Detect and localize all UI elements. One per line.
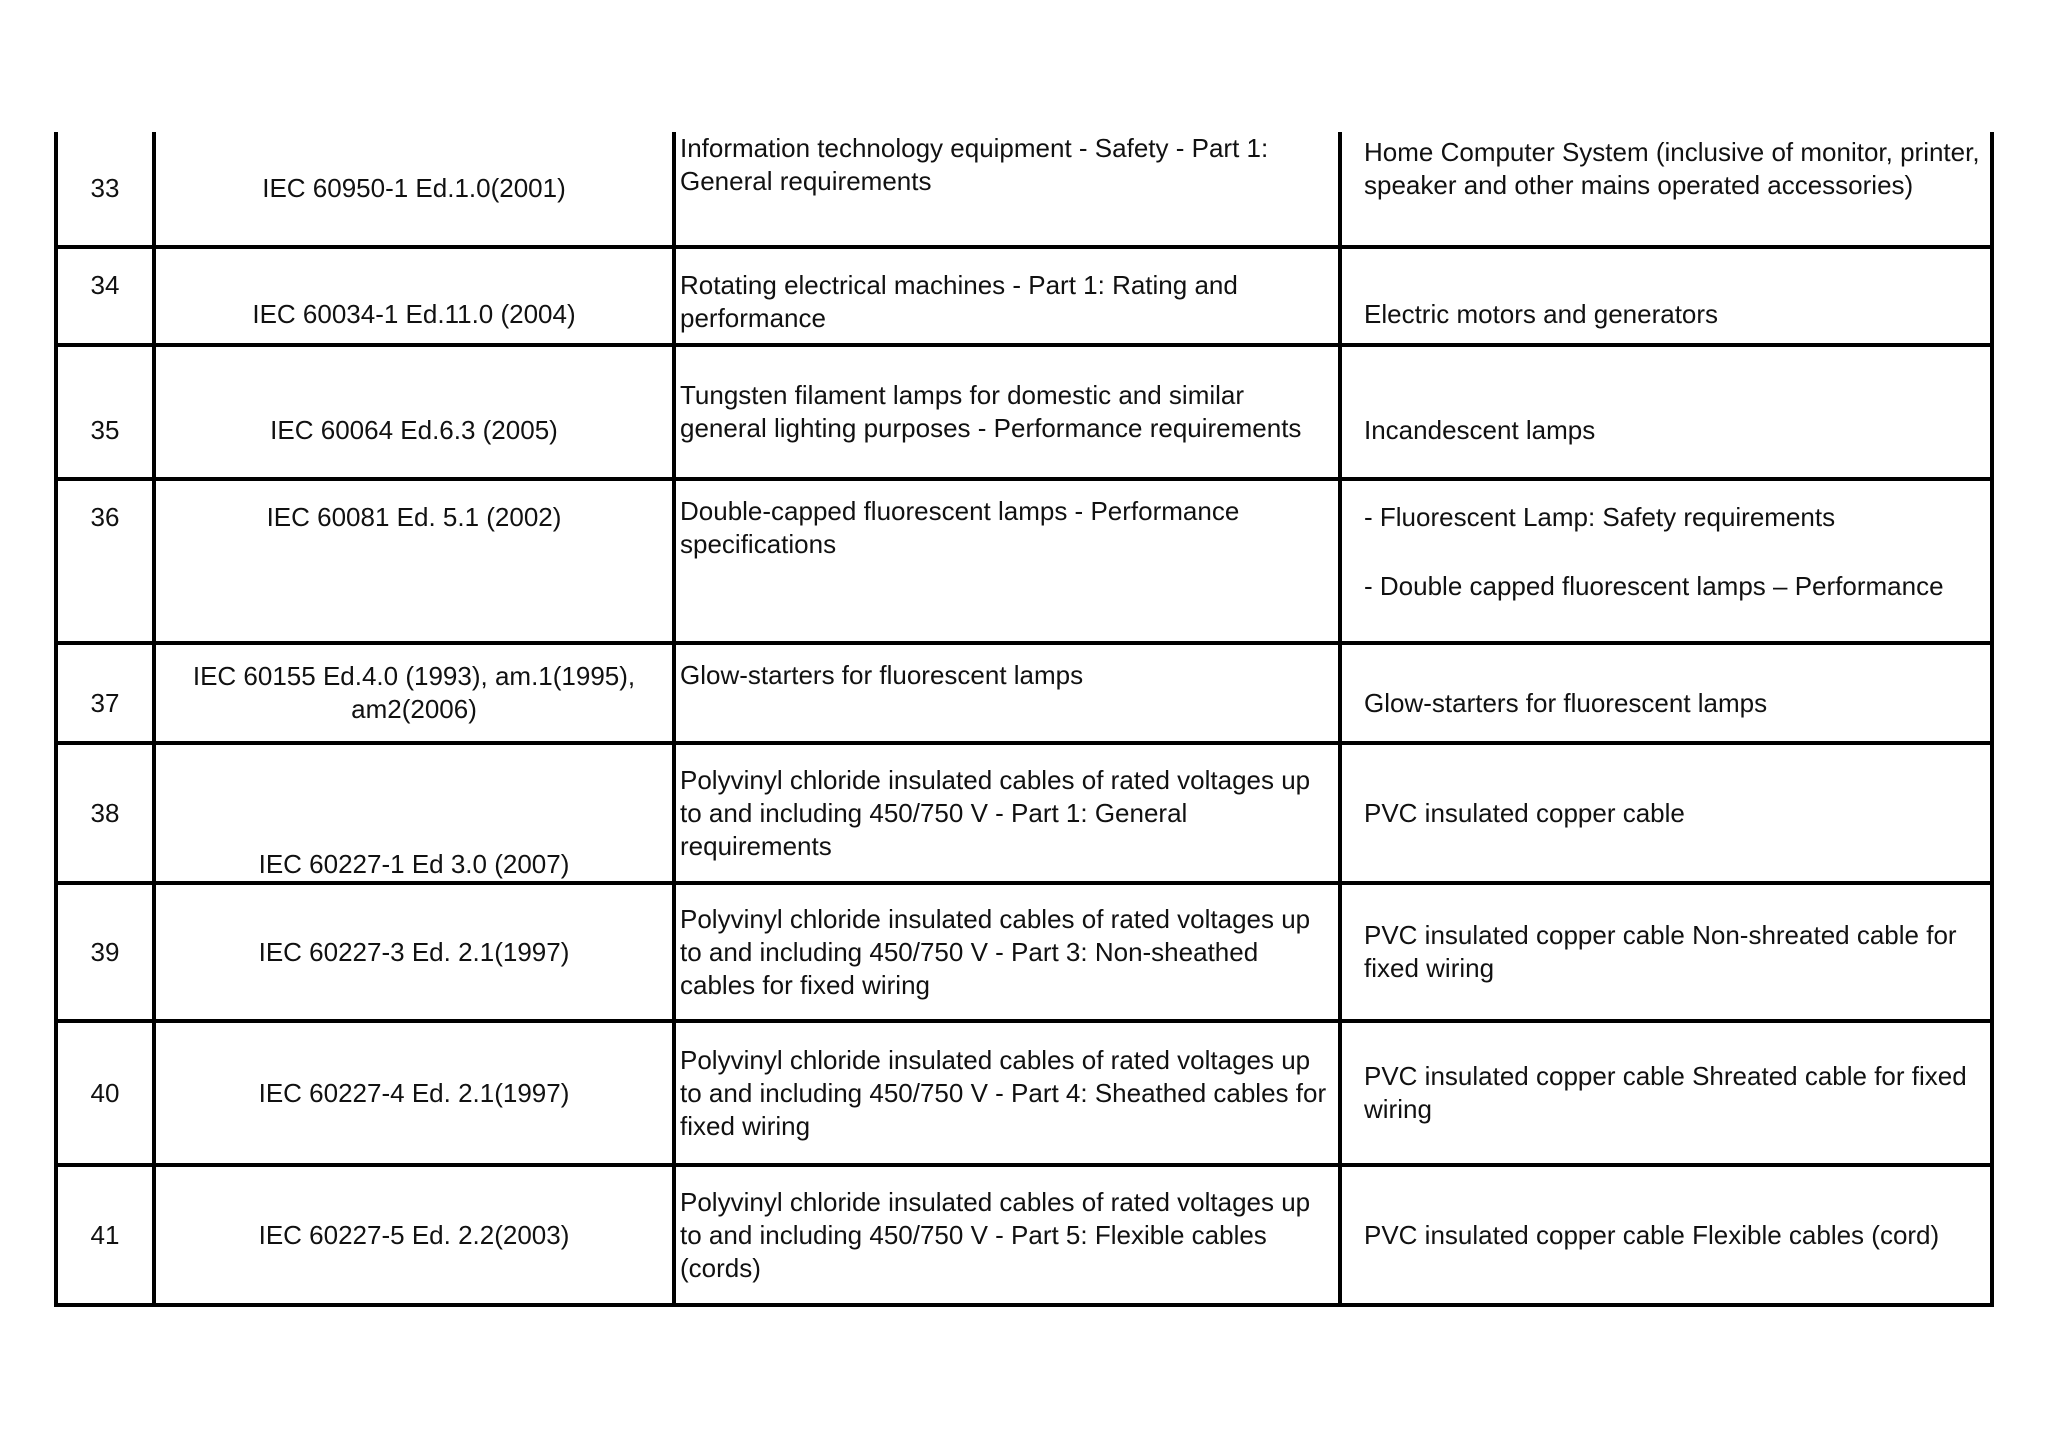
product-line: - Double capped fluorescent lamps – Performance <box>1364 571 1944 601</box>
row-number: 37 <box>56 643 154 743</box>
standard-reference: IEC 60227-3 Ed. 2.1(1997) <box>154 883 674 1021</box>
product-line: Electric motors and generators <box>1364 298 1719 329</box>
table-row <box>56 132 1992 247</box>
standard-title: Polyvinyl chloride insulated cables of rated voltages up to and including 450/750 V - Part 5: Flexible cables (cords) <box>674 1165 1340 1305</box>
standard-reference: IEC 60950-1 Ed.1.0(2001) <box>154 132 674 247</box>
standard-title: Polyvinyl chloride insulated cables of rated voltages up to and including 450/750 V - Part 3: Non-sheathed cables for fixed wiring <box>674 883 1340 1021</box>
standard-reference: IEC 60064 Ed.6.3 (2005) <box>154 345 674 479</box>
product-description <box>1340 743 1992 883</box>
standard-reference: IEC 60227-1 Ed 3.0 (2007) <box>154 743 674 883</box>
standard-reference: IEC 60155 Ed.4.0 (1993), am.1(1995), am2(2006) <box>154 643 674 743</box>
row-number: 35 <box>56 345 154 479</box>
product-line: Home Computer System (inclusive of monitor, printer, speaker and other mains operated accessories) <box>1364 137 1980 200</box>
product-description <box>1340 247 1992 345</box>
standard-title: Polyvinyl chloride insulated cables of rated voltages up to and including 450/750 V - Part 1: General requirements <box>674 743 1340 883</box>
row-number: 36 <box>56 479 154 643</box>
table-row <box>56 345 1992 479</box>
product-description <box>1340 345 1992 479</box>
table-row <box>56 1021 1992 1165</box>
standard-title: Tungsten filament lamps for domestic and similar general lighting purposes - Performance requirements <box>674 345 1340 479</box>
table-row <box>56 883 1992 1021</box>
standard-reference: IEC 60081 Ed. 5.1 (2002) <box>154 479 674 643</box>
product-description <box>1340 132 1992 247</box>
product-description <box>1340 643 1992 743</box>
table-row <box>56 1165 1992 1305</box>
product-line: PVC insulated copper cable Shreated cable for fixed wiring <box>1364 1061 1967 1124</box>
product-description <box>1340 883 1992 1021</box>
product-line: Incandescent lamps <box>1364 414 1596 445</box>
standards-table <box>54 132 1994 1307</box>
product-line: - Fluorescent Lamp: Safety requirements <box>1364 502 1836 532</box>
row-number: 40 <box>56 1021 154 1165</box>
row-number: 33 <box>56 132 154 247</box>
spacer <box>1364 534 1982 570</box>
standard-title: Polyvinyl chloride insulated cables of rated voltages up to and including 450/750 V - Part 4: Sheathed cables for fixed wiring <box>674 1021 1340 1165</box>
product-line: PVC insulated copper cable Flexible cables (cord) <box>1364 1219 1940 1250</box>
row-number: 34 <box>56 247 154 345</box>
table-row <box>56 743 1992 883</box>
product-description <box>1340 1021 1992 1165</box>
product-description <box>1340 479 1992 643</box>
product-line: PVC insulated copper cable Non-shreated cable for fixed wiring <box>1364 920 1957 983</box>
standard-reference: IEC 60227-4 Ed. 2.1(1997) <box>154 1021 674 1165</box>
table-row <box>56 643 1992 743</box>
product-description <box>1340 1165 1992 1305</box>
product-line: Glow-starters for fluorescent lamps <box>1364 687 1768 718</box>
standard-reference: IEC 60034-1 Ed.11.0 (2004) <box>154 247 674 345</box>
standard-title: Double-capped fluorescent lamps - Performance specifications <box>674 479 1340 643</box>
standard-reference: IEC 60227-5 Ed. 2.2(2003) <box>154 1165 674 1305</box>
row-number: 41 <box>56 1165 154 1305</box>
standard-title: Glow-starters for fluorescent lamps <box>674 643 1340 743</box>
table-row <box>56 247 1992 345</box>
standard-title: Information technology equipment - Safety - Part 1: General requirements <box>674 132 1340 247</box>
row-number: 38 <box>56 743 154 883</box>
table-row <box>56 479 1992 643</box>
standard-title: Rotating electrical machines - Part 1: Rating and performance <box>674 247 1340 345</box>
row-number: 39 <box>56 883 154 1021</box>
product-line: PVC insulated copper cable <box>1364 797 1685 828</box>
